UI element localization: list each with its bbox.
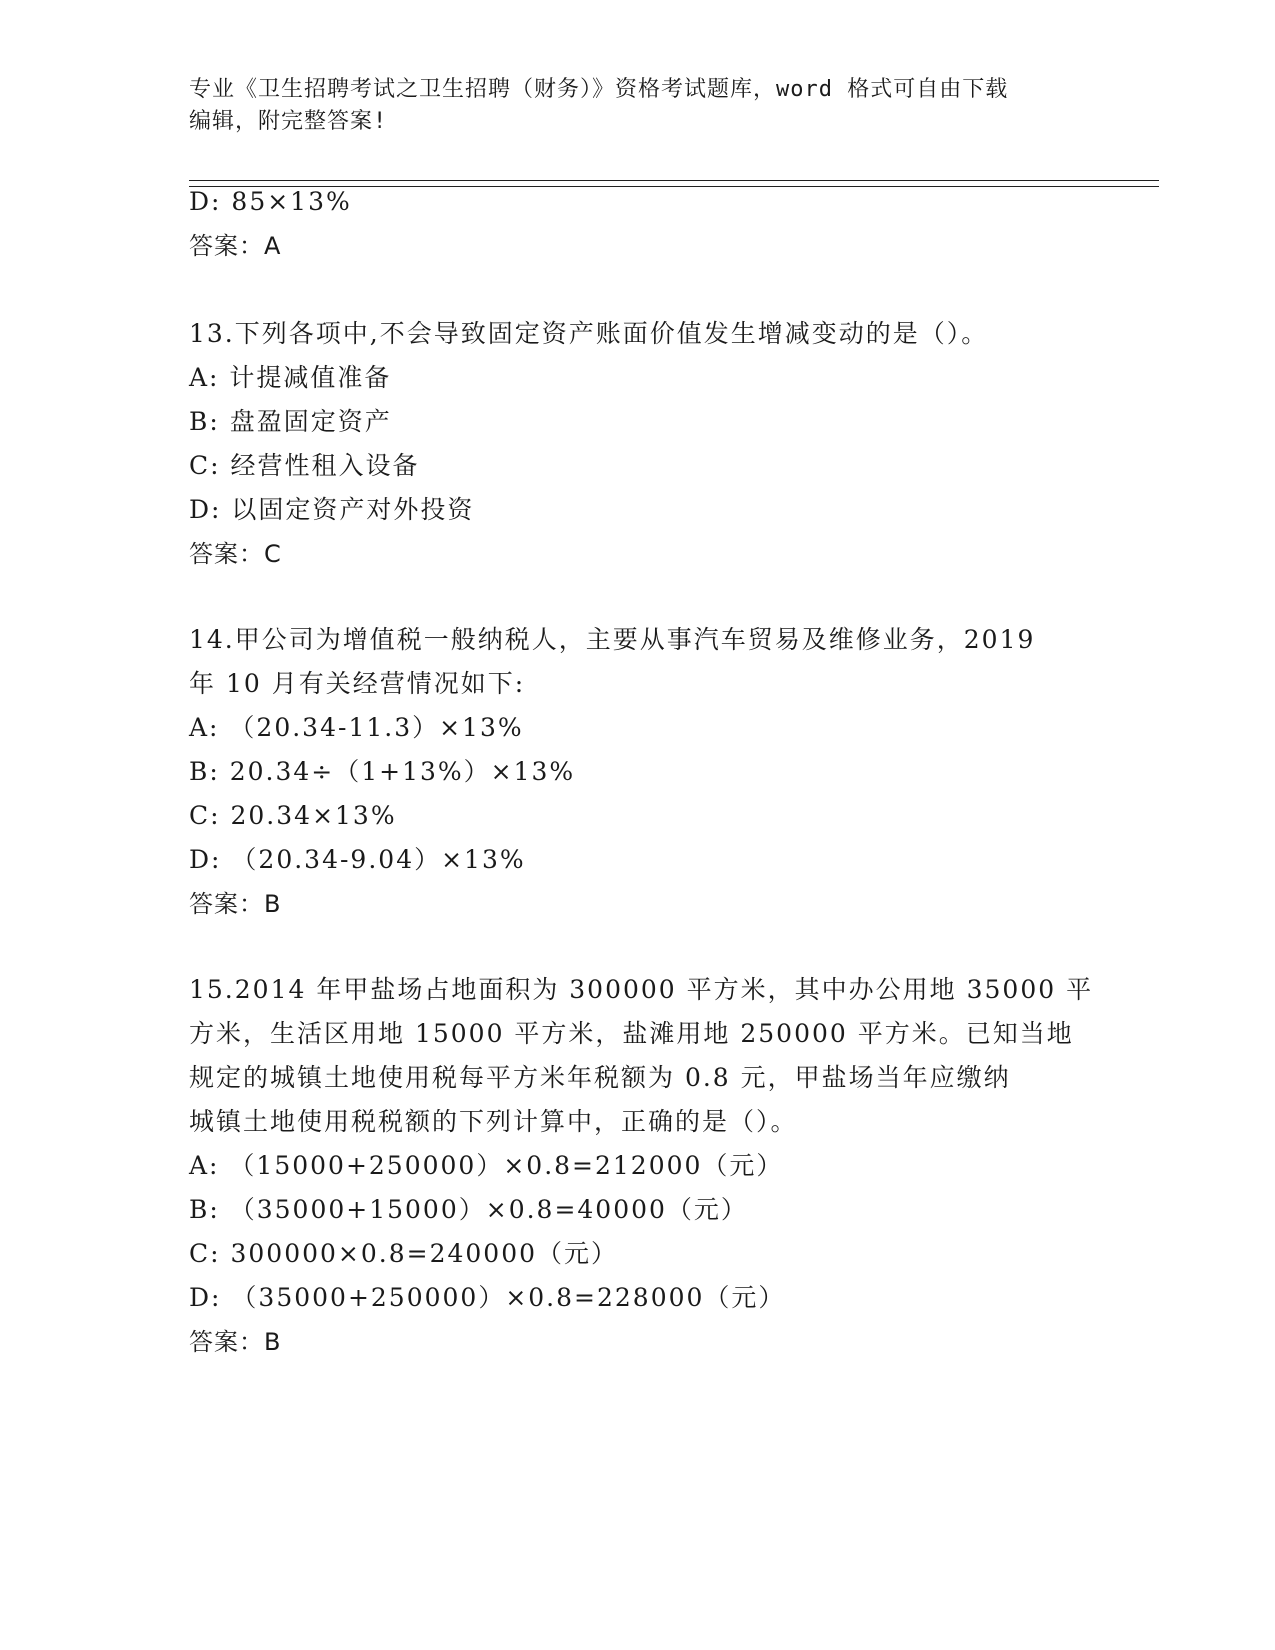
q14-answer: 答案：B (189, 890, 282, 918)
q13-option-d: D: 以固定资产对外投资 (189, 495, 475, 524)
q15-answer: 答案：B (189, 1328, 282, 1356)
q15-option-d: D: （35000+250000）×0.8=228000（元） (189, 1283, 786, 1312)
q15-option-b: B: （35000+15000）×0.8=40000（元） (189, 1195, 748, 1224)
q14-option-b: B: 20.34÷（1+13%）×13% (189, 757, 576, 786)
q15-option-a: A: （15000+250000）×0.8=212000（元） (189, 1151, 784, 1180)
q15-option-c: C: 300000×0.8=240000（元） (189, 1239, 619, 1268)
prev-option-d: D: 85×13% (189, 187, 352, 216)
q14-stem-line-1: 14.甲公司为增值税一般纳税人，主要从事汽车贸易及维修业务，2019 (189, 625, 1036, 654)
document-header (189, 74, 1089, 138)
q15-stem-line-1: 15.2014 年甲盐场占地面积为 300000 平方米，其中办公用地 35000 平 (189, 975, 1094, 1004)
q13-stem: 13.下列各项中,不会导致固定资产账面价值发生增减变动的是（）。 (189, 319, 989, 348)
q14-option-c: C: 20.34×13% (189, 801, 397, 830)
header-line-1: 专业《卫生招聘考试之卫生招聘（财务）》资格考试题库，word 格式可自由下载 (189, 77, 1009, 102)
q14-option-a: A: （20.34-11.3）×13% (189, 713, 524, 742)
q15-stem-line-2: 方米，生活区用地 15000 平方米，盐滩用地 250000 平方米。已知当地 (189, 1019, 1074, 1048)
q13-option-a: A: 计提减值准备 (189, 363, 392, 392)
q14-option-d: D: （20.34-9.04）×13% (189, 845, 526, 874)
header-line-2: 编辑，附完整答案! (189, 109, 388, 134)
q13-answer: 答案：C (189, 540, 282, 568)
q14-stem-line-2: 年 10 月有关经营情况如下: (189, 669, 526, 698)
q13-option-b: B: 盘盈固定资产 (189, 407, 392, 436)
q13-option-c: C: 经营性租入设备 (189, 451, 420, 480)
prev-answer: 答案：A (189, 232, 282, 260)
q15-stem-line-4: 城镇土地使用税税额的下列计算中，正确的是（）。 (189, 1107, 798, 1136)
q15-stem-line-3: 规定的城镇土地使用税每平方米年税额为 0.8 元，甲盐场当年应缴纳 (189, 1063, 1011, 1092)
